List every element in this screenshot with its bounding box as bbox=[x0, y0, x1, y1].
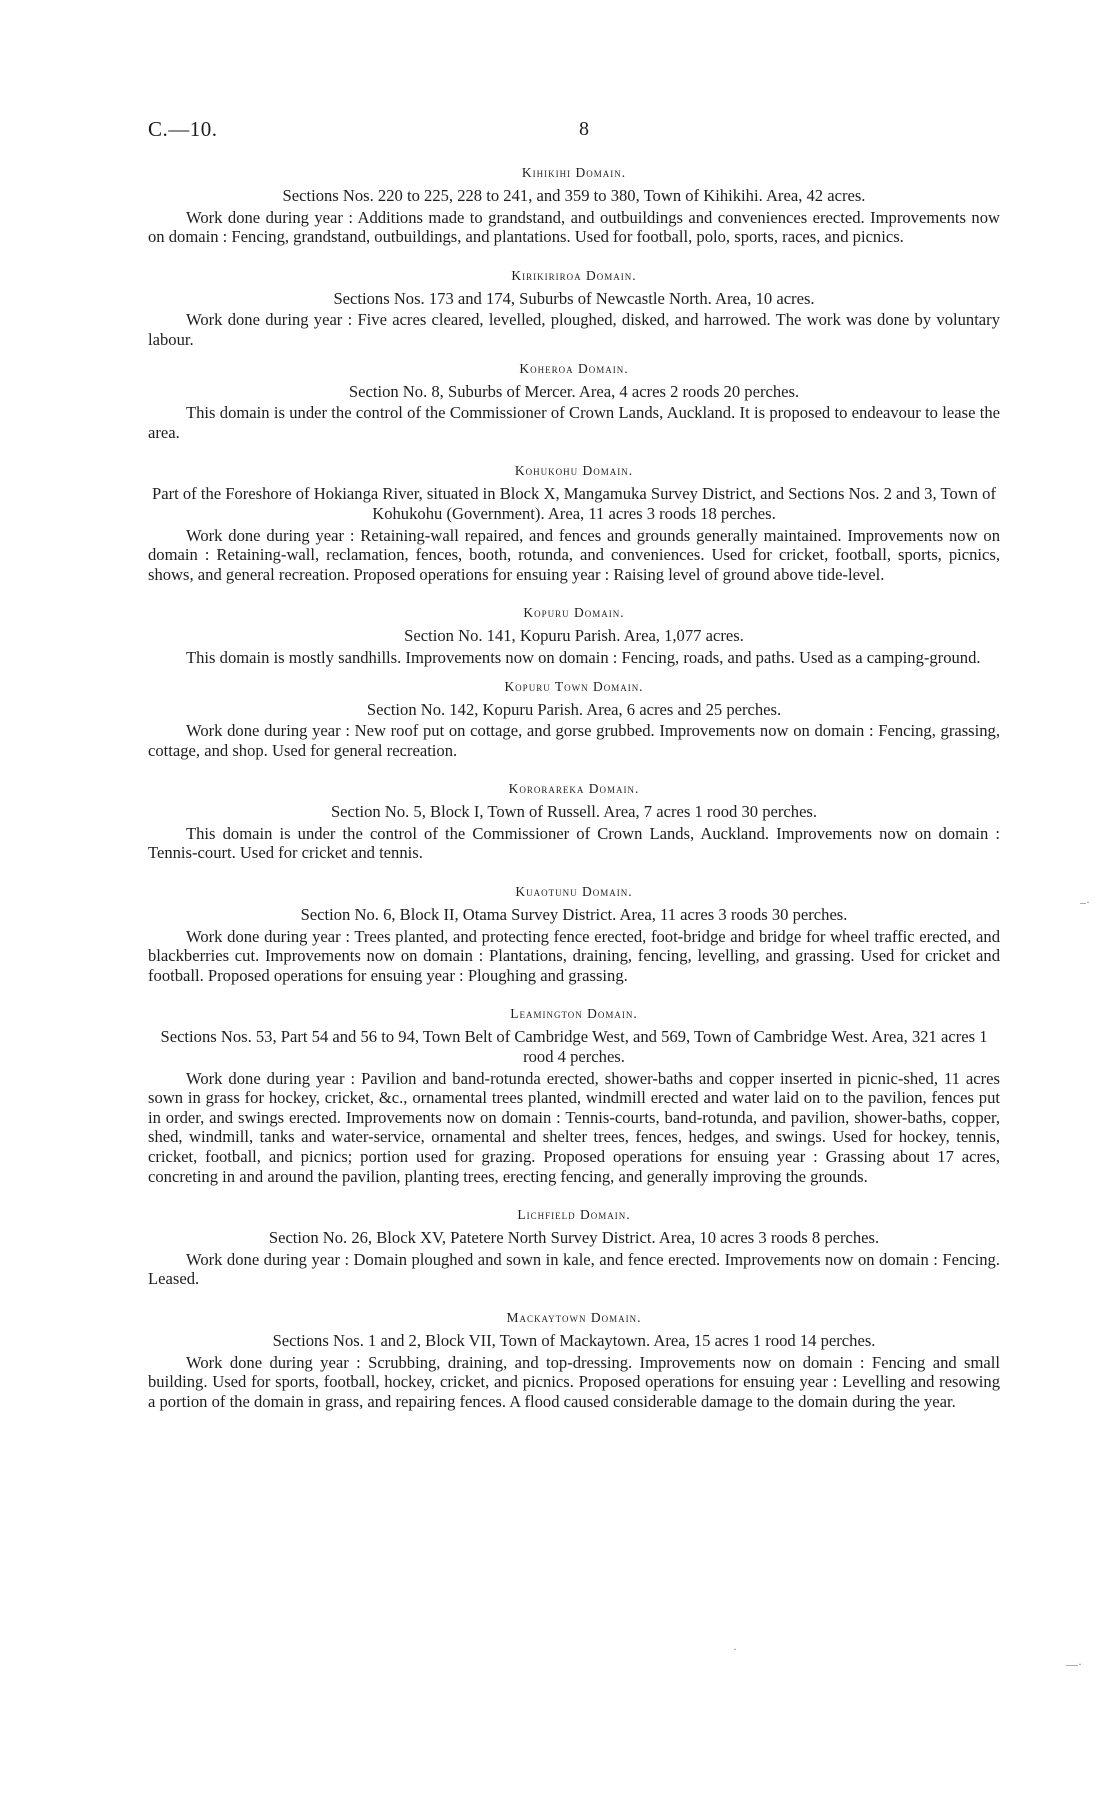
domain-entry-kuaotunu bbox=[148, 883, 1000, 985]
domain-legal-description: Section No. 142, Kopuru Parish. Area, 6 acres and 25 perches. bbox=[366, 699, 782, 719]
domain-report-text: Work done during year : Scrubbing, draining, and top-dressing. Improvements now on domain : Fencing and small building. Used for sports, football, hockey, cricket, and picnics. Proposed operations for ensuing year : Levelling and resowing a portion of the domain in grass, and repairing fences. A flood caused considerable damage to the domain during the year. bbox=[148, 1352, 1000, 1411]
domain-entry-lichfield bbox=[148, 1206, 1000, 1289]
domain-entry-koheroa bbox=[148, 360, 1000, 443]
domain-entry-kopuru bbox=[148, 604, 1000, 667]
domain-report-text: Work done during year : New roof put on cottage, and gorse grubbed. Improvements now on domain : Fencing, grassing, cottage, and shop. Used for general recreation. bbox=[148, 721, 1000, 760]
domain-legal-description: Section No. 6, Block II, Otama Survey District. Area, 11 acres 3 roods 30 perches. bbox=[300, 905, 848, 925]
domain-legal-description: Section No. 5, Block I, Town of Russell. Area, 7 acres 1 rood 30 perches. bbox=[330, 802, 818, 822]
domain-title: Lichfield Domain. bbox=[517, 1207, 631, 1223]
domain-report-text: Work done during year : Retaining-wall repaired, and fences and grounds generally maintained. Improvements now on domain : Retaining-wall, reclamation, fences, booth, rotunda, and conveniences. Used for cricket, football, sports, picnics, shows, and general recreation. Proposed operations for ensuing year : Raising level of ground above tide-level. bbox=[148, 525, 1000, 584]
domain-legal-description: Sections Nos. 173 and 174, Suburbs of Newcastle North. Area, 10 acres. bbox=[333, 288, 815, 308]
domain-title: Mackaytown Domain. bbox=[506, 1309, 642, 1325]
scan-mark: · bbox=[733, 1642, 737, 1656]
domain-title: Leamington Domain. bbox=[510, 1006, 638, 1022]
domain-title: Kororareka Domain. bbox=[508, 781, 640, 797]
domain-title: Kihikihi Domain. bbox=[521, 165, 627, 180]
domain-legal-description: Section No. 141, Kopuru Parish. Area, 1,077 acres. bbox=[404, 626, 744, 646]
running-header bbox=[148, 117, 1000, 148]
domain-legal-description: Section No. 26, Block XV, Patetere North Survey District. Area, 10 acres 3 roods 8 perches. bbox=[268, 1228, 880, 1248]
domain-legal-description: Sections Nos. 220 to 225, 228 to 241, and 359 to 380, Town of Kihikihi. Area, 42 acres. bbox=[282, 186, 866, 205]
domain-title: Koheroa Domain. bbox=[519, 360, 629, 376]
domain-report-text: Work done during year : Domain ploughed and sown in kale, and fence erected. Improvements now on domain : Fencing. Leased. bbox=[148, 1249, 1000, 1289]
domain-entry-mackaytown bbox=[148, 1309, 1000, 1411]
domain-report-text: Work done during year : Trees planted, and protecting fence erected, foot-bridge and bridge for wheel traffic erected, and blackberries cut. Improvements now on domain : Plantations, draining, fencing, levelling, and grassing. Used for cricket and football. Proposed operations for ensuing year : Ploughing and grassing. bbox=[148, 926, 1000, 985]
domain-report-text: Work done during year : Five acres cleared, levelled, ploughed, disked, and harrowed. The work was done by voluntary labour. bbox=[148, 310, 1000, 349]
domain-entry-kororareka bbox=[148, 780, 1000, 863]
domain-title: Kirikiriroa Domain. bbox=[511, 267, 637, 283]
domain-title: Kuaotunu Domain. bbox=[515, 884, 633, 900]
scan-mark: —· bbox=[1066, 1657, 1082, 1671]
domain-report-text: Work done during year : Pavilion and band-rotunda erected, shower-baths and copper inserted in picnic-shed, 11 acres sown in grass for hockey, cricket, &c., ornamental trees planted, windmill erected and water laid on to the pavilion, fences put in order, and swings erected. Improvements now on domain : Tennis-courts, band-rotunda, and pavilion, shower-baths, copper, shed, windmill, tanks and water-service, ornamental and shelter trees, fences, hedges, and swings. Used for hockey, tennis, cricket, football, and picnics; portion used for grazing. Proposed operations for ensuing year : Grassing about 17 acres, concreting in and around the pavilion, planting trees, erecting fencing, and generally improving the grounds. bbox=[148, 1068, 1000, 1186]
domain-entry-kihikihi bbox=[148, 164, 1000, 247]
domain-title: Kopuru Town Domain. bbox=[504, 678, 644, 694]
domain-legal-description: Section No. 8, Suburbs of Mercer. Area, 4 acres 2 roods 20 perches. bbox=[348, 381, 800, 401]
domain-entry-kopuru-town bbox=[148, 678, 1000, 761]
domain-entry-leamington bbox=[148, 1005, 1000, 1186]
domain-legal-description: Part of the Foreshore of Hokianga River, situated in Block X, Mangamuka Survey District, and Sections Nos. 2 and 3, Town of Kohukohu (Government). Area, 11 acres 3 roods 18 perches. bbox=[151, 484, 996, 523]
domain-report-text: Work done during year : Additions made to grandstand, and outbuildings and conveniences erected. Improvements now on domain : Fencing, grandstand, outbuildings, and plantations. Used for football, polo, sports, races, and picnics. bbox=[148, 207, 1000, 247]
domain-legal-description: Sections Nos. 1 and 2, Block VII, Town of Mackaytown. Area, 15 acres 1 rood 14 perches. bbox=[272, 1330, 876, 1350]
domain-report-text: This domain is under the control of the Commissioner of Crown Lands, Auckland. It is proposed to endeavour to lease the area. bbox=[148, 403, 1000, 442]
domain-report-text: This domain is under the control of the Commissioner of Crown Lands, Auckland. Improvements now on domain : Tennis-court. Used for cricket and tennis. bbox=[148, 823, 1000, 863]
page-number: 8 bbox=[579, 118, 589, 140]
domain-title: Kohukohu Domain. bbox=[514, 463, 634, 479]
domain-title: Kopuru Domain. bbox=[523, 605, 625, 621]
domain-legal-description: Sections Nos. 53, Part 54 and 56 to 94, Town Belt of Cambridge West, and 569, Town of Cambridge West. Area, 321 acres 1 rood 4 perches. bbox=[160, 1027, 988, 1067]
document-reference: C.—10. bbox=[148, 117, 218, 141]
domain-entry-kohukohu bbox=[148, 462, 1000, 584]
domain-entry-kirikiriroa bbox=[148, 267, 1000, 350]
scan-mark: –· bbox=[1080, 895, 1090, 909]
domain-report-text: This domain is mostly sandhills. Improvements now on domain : Fencing, roads, and paths. Used as a camping-ground. bbox=[186, 647, 981, 667]
